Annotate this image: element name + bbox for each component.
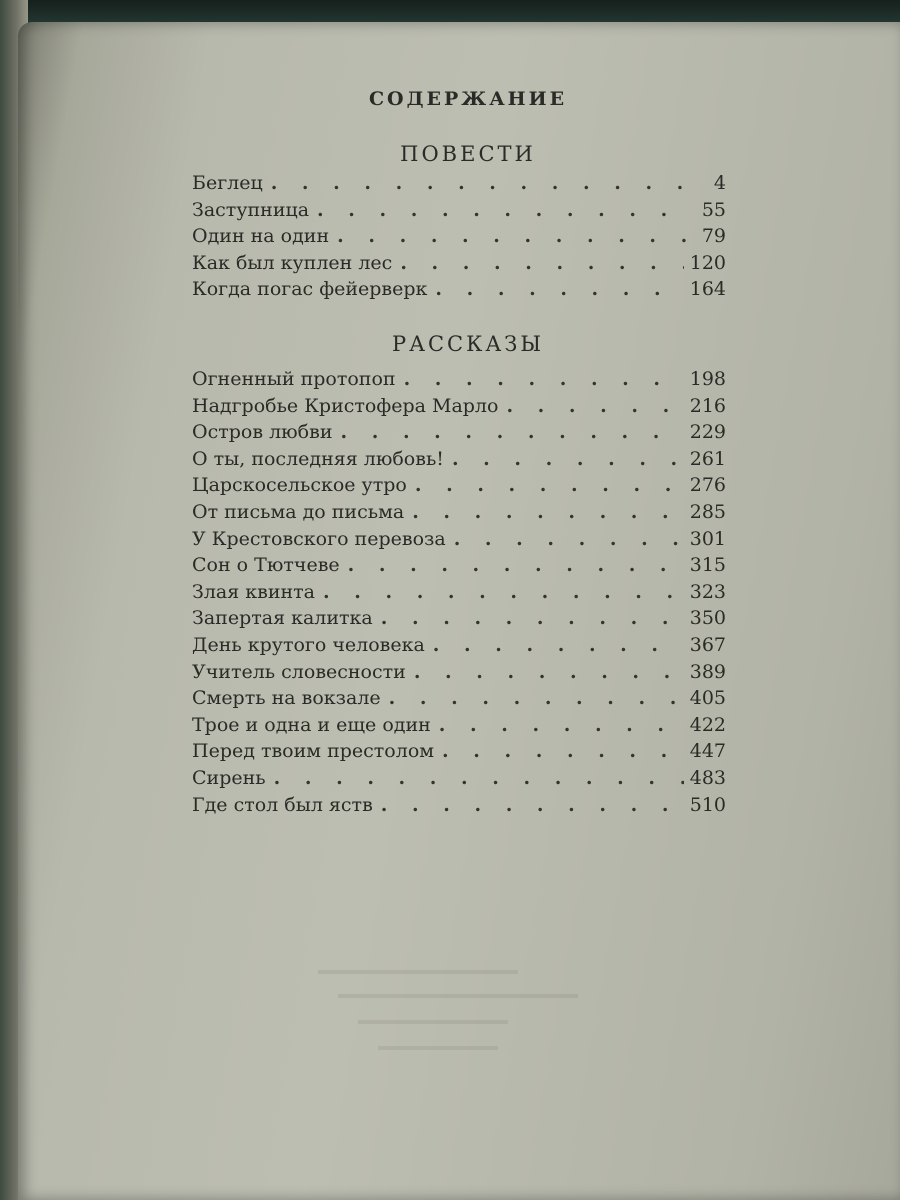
dot-leader [317,197,686,223]
dot-leader [506,393,683,419]
dot-leader [433,632,684,658]
book-page [18,22,900,1200]
dot-leader [381,792,684,818]
toc-entry-title: Как был куплен лес [192,251,393,274]
toc-entry-page: 120 [689,251,726,274]
toc-entry-title: О ты, последняя любовь! [192,447,444,470]
toc-entry-title: Запертая калитка [192,607,373,630]
toc-entry[interactable] [192,419,726,446]
dot-leader [389,685,684,711]
dot-leader [348,552,684,578]
dot-leader [271,170,686,196]
toc-entry-title: Злая квинта [192,580,315,603]
show-through-text [318,970,618,1080]
toc-entry-title: Где стол был яств [192,793,373,816]
toc-entry-title: Огненный протопоп [192,368,396,390]
toc-entry-page: 301 [689,527,726,550]
toc-entry[interactable] [192,170,726,197]
toc-entry-title: Остров любви [192,421,333,444]
toc-entry-page: 229 [689,421,726,444]
toc-entry-title: Учитель словесности [192,660,406,683]
toc-entry[interactable] [192,499,726,526]
toc-entry[interactable] [192,632,726,659]
toc-list-rasskazy [192,366,726,818]
toc-entry[interactable] [192,472,726,499]
toc-entry-title: Беглец [192,172,263,194]
toc-entry[interactable] [192,526,726,553]
section-heading-rasskazy: РАССКАЗЫ [391,332,545,356]
dot-leader [340,419,683,445]
toc-entry-title: Надгробье Кристофера Марло [192,394,499,417]
toc-entry[interactable] [192,792,726,819]
toc-entry-title: Сирень [192,766,266,789]
toc-entry-page: 389 [689,660,726,683]
toc-entry[interactable] [192,223,726,250]
toc-entry-page: 405 [689,687,726,710]
toc-entry[interactable] [192,712,726,739]
dot-leader [400,250,683,276]
toc-entry-page: 447 [689,740,726,763]
dot-leader [414,659,684,685]
toc-entry[interactable] [192,197,726,224]
toc-entry[interactable] [192,250,726,277]
toc-entry-title: Трое и одна и еще один [192,713,431,736]
dot-leader [412,499,684,525]
toc-entry-page: 164 [689,278,726,301]
toc-entry-title: У Крестовского перевоза [192,527,446,550]
toc-entry-page: 367 [689,633,726,656]
dot-leader [439,712,684,738]
dot-leader [274,765,684,791]
dot-leader [435,276,683,302]
toc-entry[interactable] [192,393,726,420]
toc-entry-title: Один на один [192,225,330,248]
table-of-contents [18,22,900,1200]
toc-entry[interactable] [192,552,726,579]
toc-entry-page: 285 [689,500,726,523]
toc-entry-title: Сон о Тютчеве [192,554,340,577]
toc-entry-page: 55 [701,198,726,221]
toc-entry-page: 276 [689,474,726,497]
toc-entry[interactable] [192,446,726,473]
toc-entry[interactable] [192,765,726,792]
toc-entry-title: От письма до письма [192,500,405,523]
dot-leader [452,446,684,472]
toc-entry-page: 350 [689,607,726,630]
toc-list-povesti [192,170,726,303]
toc-entry-title: Когда погас фейерверк [192,278,428,301]
page-title: СОДЕРЖАНИЕ [368,88,568,110]
toc-entry[interactable] [192,605,726,632]
toc-entry-title: Смерть на вокзале [192,687,381,710]
toc-entry-page: 422 [689,713,726,736]
toc-entry[interactable] [192,579,726,606]
dot-leader [337,223,686,249]
toc-entry-page: 79 [701,225,726,248]
dot-leader [381,605,684,631]
toc-entry-page: 198 [689,368,726,390]
toc-entry-title: Заступница [192,198,310,221]
toc-entry-page: 261 [689,447,726,470]
toc-entry-page: 315 [689,554,726,577]
toc-entry[interactable] [192,366,726,393]
toc-entry-page: 216 [689,394,726,417]
toc-entry[interactable] [192,276,726,303]
toc-entry[interactable] [192,685,726,712]
toc-entry-title: Перед твоим престолом [192,740,435,763]
dot-leader [404,366,684,392]
dot-leader [323,579,684,605]
dot-leader [415,472,684,498]
toc-entry[interactable] [192,659,726,686]
section-heading-povesti: ПОВЕСТИ [400,142,536,166]
toc-entry-page: 483 [689,766,726,789]
dot-leader [442,738,684,764]
toc-entry-page: 323 [689,580,726,603]
toc-entry-page: 510 [689,793,726,816]
toc-entry-title: Царскосельское утро [192,474,407,497]
toc-entry-title: День крутого человека [192,633,425,656]
dot-leader [454,526,684,552]
toc-entry[interactable] [192,738,726,765]
toc-entry-page: 4 [713,172,726,194]
